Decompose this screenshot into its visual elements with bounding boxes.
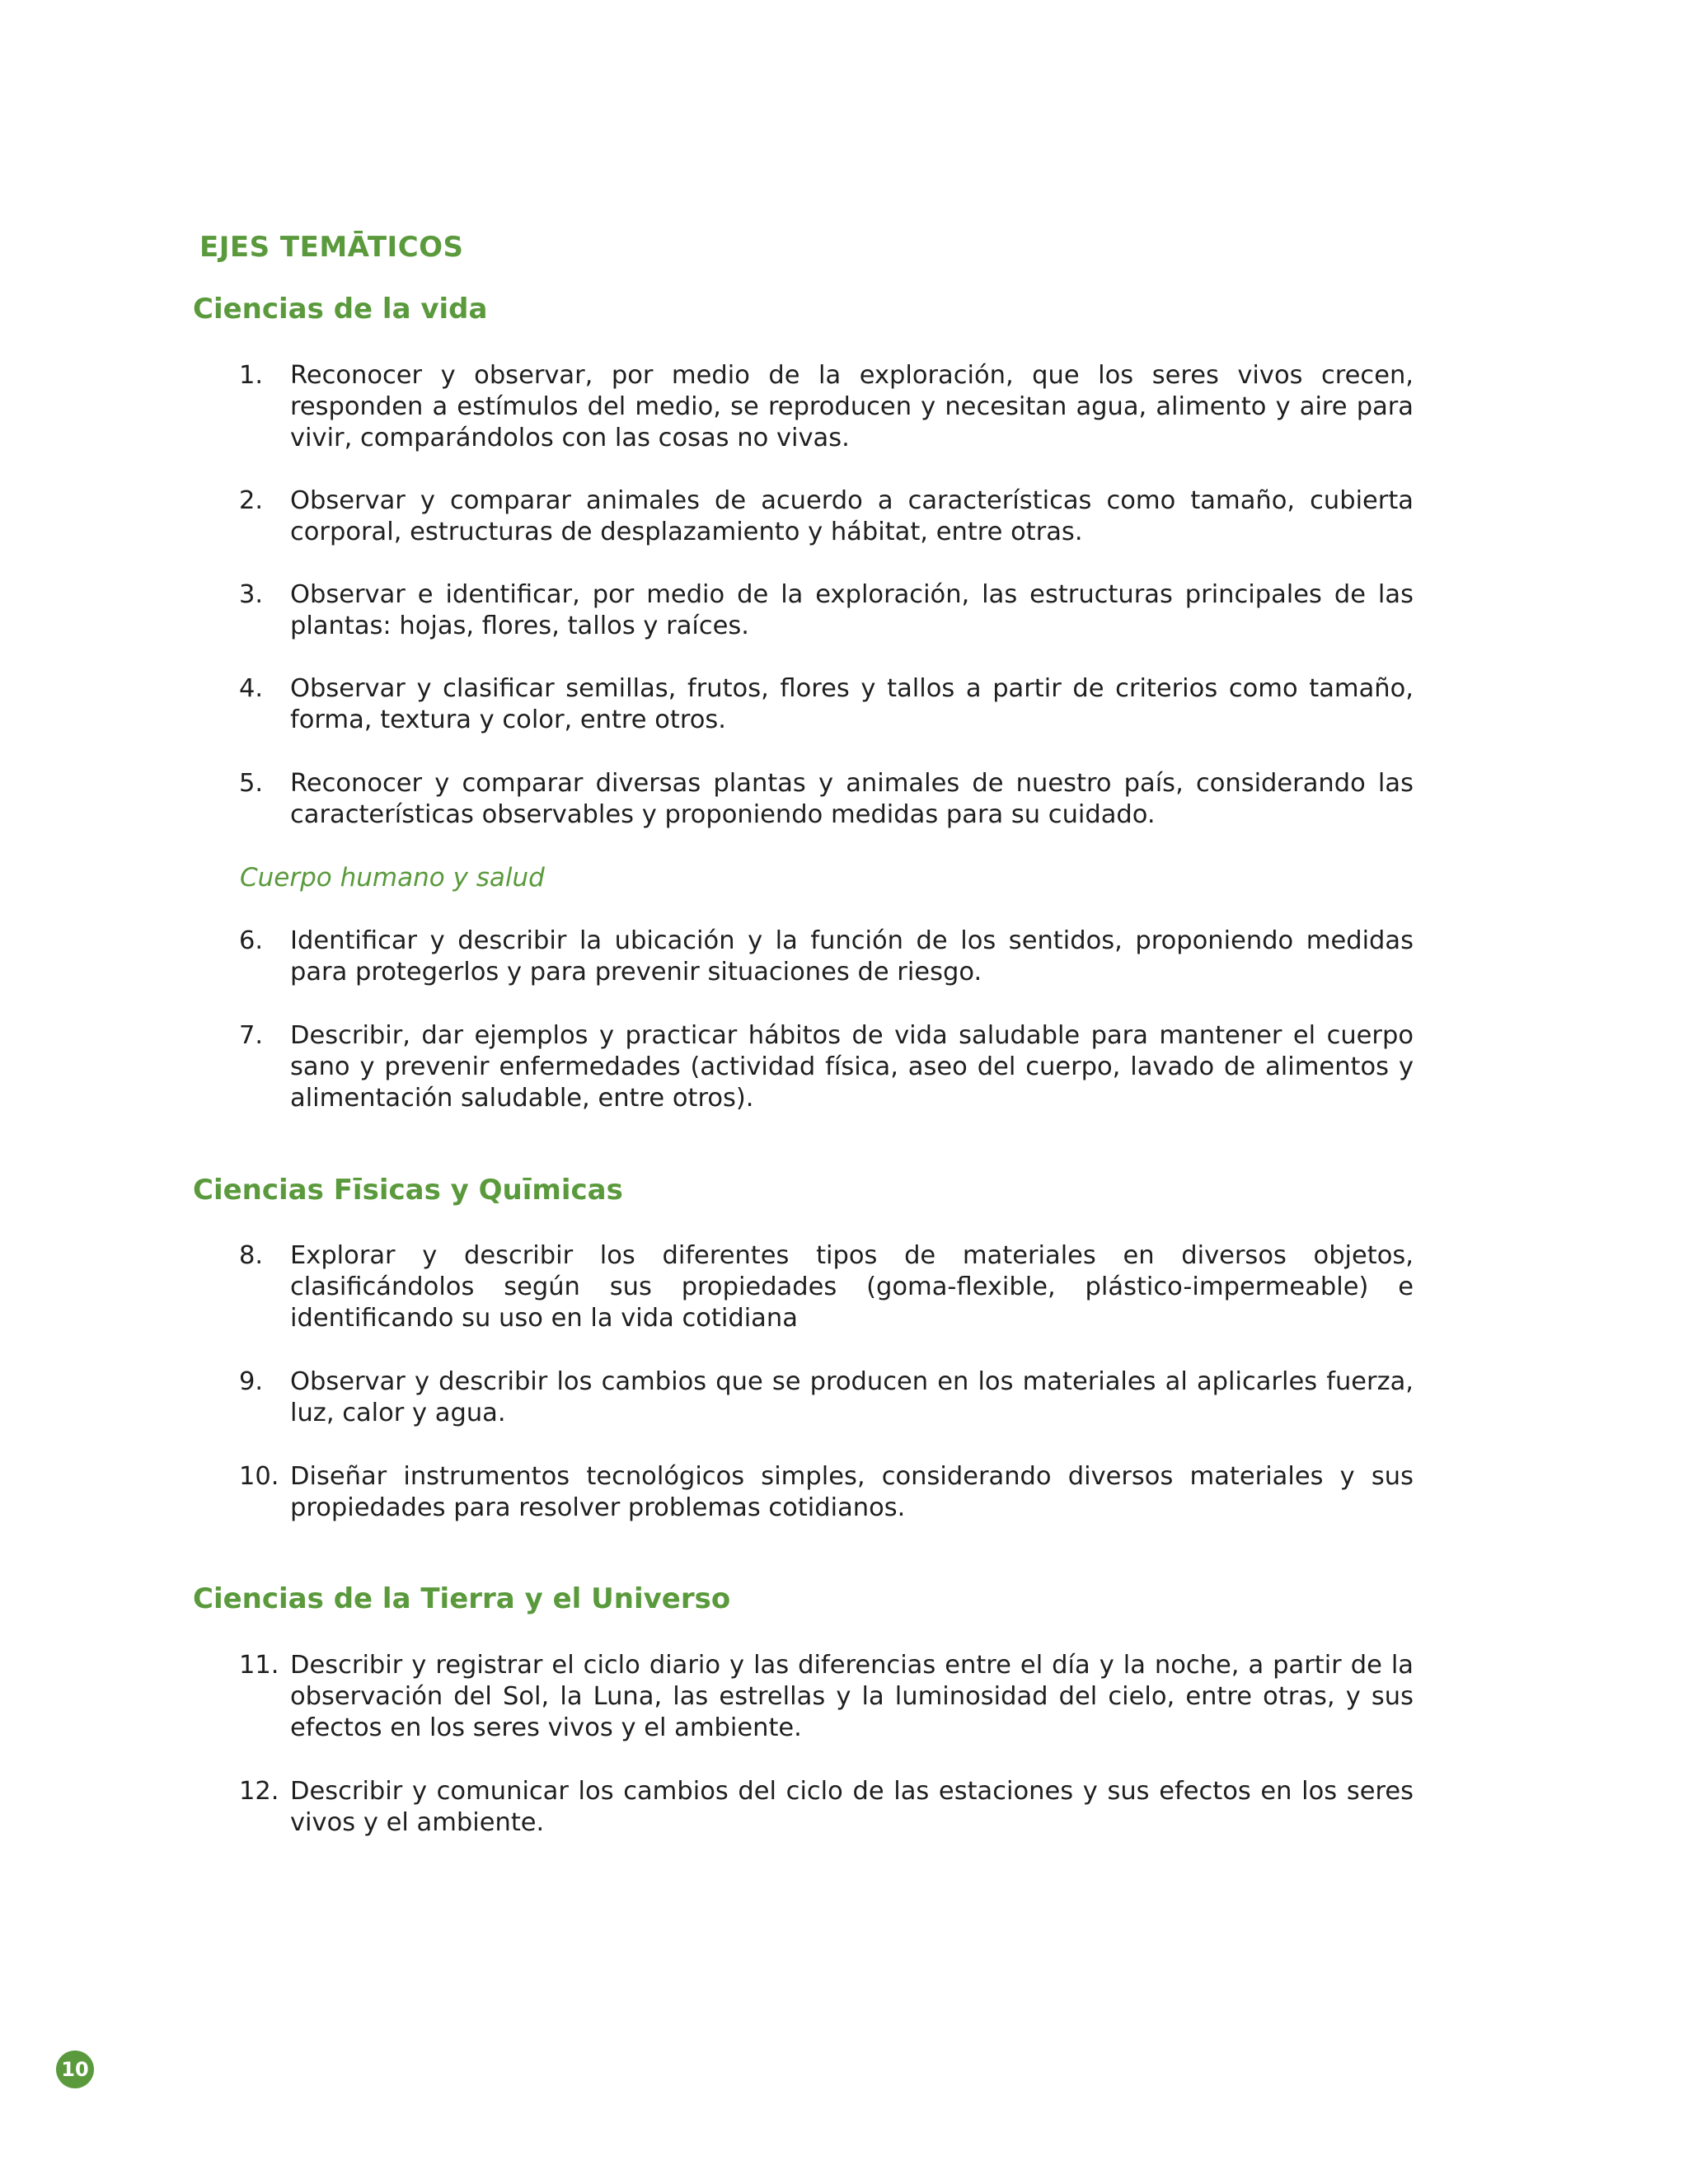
item-number: 8. [239, 1241, 264, 1270]
list-item [239, 579, 1414, 642]
item-text: Observar e identificar, por medio de la exploración, las estructuras principales de las plantas: hojas, flores, tallos y raíces. [290, 580, 1414, 640]
item-text: Observar y clasificar semillas, frutos, flores y tallos a partir de criterios como tamaño, forma, textura y color, entre otros. [290, 674, 1414, 734]
item-text: Diseñar instrumentos tecnológicos simples, considerando diversos materiales y sus propiedades para resolver problemas cotidianos. [290, 1462, 1414, 1522]
list-item [239, 1240, 1414, 1334]
list-item [239, 673, 1414, 736]
item-number: 7. [239, 1021, 264, 1050]
item-number: 1. [239, 361, 264, 390]
list-item [239, 1776, 1414, 1839]
item-text: Reconocer y observar, por medio de la exploración, que los seres vivos crecen, responden a estímulos del medio, se reproducen y necesitan agua, alimento y aire para vivir, comparándolos con las cosas no vivas. [290, 361, 1414, 452]
list-item [239, 1366, 1414, 1429]
list-item [239, 768, 1414, 831]
list-item [239, 1020, 1414, 1114]
item-text: Describir, dar ejemplos y practicar hábitos de vida saludable para mantener el cuerpo sano y prevenir enfermedades (actividad física, aseo del cuerpo, lavado de alimentos y alimentación saludable, entre otros). [290, 1021, 1414, 1113]
section-heading-ciencias-vida: Ciencias de la vida [193, 293, 488, 326]
item-text: Identificar y describir la ubicación y la función de los sentidos, proponiendo medidas para protegerlos y para prevenir situaciones de riesgo. [290, 926, 1414, 987]
item-text: Observar y comparar animales de acuerdo a características como tamaño, cubierta corporal, estructuras de desplazamiento y hábitat, entre otras. [290, 486, 1414, 546]
section-heading-ciencias-fisicas: Ciencias Fīsicas y Quīmicas [193, 1174, 623, 1207]
item-text: Observar y describir los cambios que se producen en los materiales al aplicarles fuerza, luz, calor y agua. [290, 1367, 1414, 1427]
item-number: 5. [239, 769, 264, 798]
list-item [239, 360, 1414, 454]
list-item [239, 926, 1414, 988]
item-number: 11. [239, 1651, 279, 1680]
page-title: EJES TEMĀTICOS [199, 231, 464, 264]
item-number: 6. [239, 926, 264, 955]
item-text: Describir y comunicar los cambios del ciclo de las estaciones y sus efectos en los seres vivos y el ambiente. [290, 1777, 1414, 1837]
item-text: Describir y registrar el ciclo diario y las diferencias entre el día y la noche, a partir de la observación del Sol, la Luna, las estrellas y la luminosidad del cielo, entre otras, y sus efectos en los seres vivos y el ambiente. [290, 1651, 1414, 1742]
item-text: Reconocer y comparar diversas plantas y animales de nuestro país, considerando las características observables y proponiendo medidas para su cuidado. [290, 769, 1414, 829]
item-number: 4. [239, 674, 264, 703]
item-number: 12. [239, 1777, 279, 1806]
item-number: 9. [239, 1367, 264, 1396]
item-text: Explorar y describir los diferentes tipos de materiales en diversos objetos, clasificándolos según sus propiedades (goma-flexible, plástico-impermeable) e identificando su uso en la vida cotidiana [290, 1241, 1414, 1333]
list-item [239, 485, 1414, 548]
section-heading-ciencias-tierra: Ciencias de la Tierra y el Universo [193, 1582, 731, 1615]
item-number: 2. [239, 486, 264, 515]
list-item [239, 1461, 1414, 1524]
subsection-heading-cuerpo-humano: Cuerpo humano y salud [240, 863, 545, 893]
item-number: 10. [239, 1462, 279, 1491]
page-number-badge: 10 [56, 2050, 94, 2088]
item-number: 3. [239, 580, 264, 609]
list-item [239, 1650, 1414, 1744]
